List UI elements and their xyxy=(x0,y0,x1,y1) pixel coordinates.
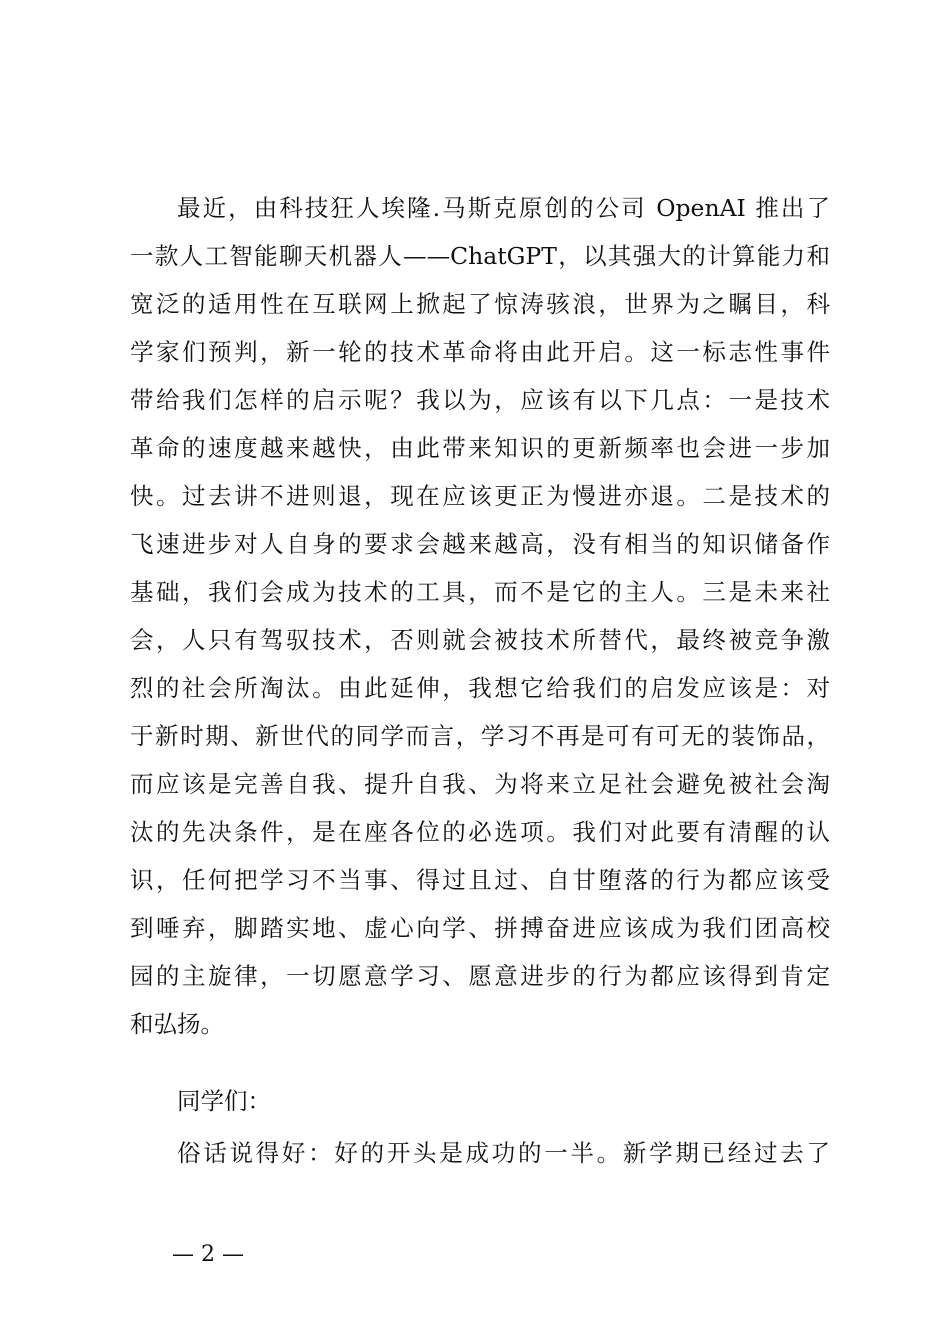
paragraph-line: 俗话说得好：好的开头是成功的一半。新学期已经过去了 xyxy=(177,1139,830,1167)
salutation-line: 同学们： xyxy=(177,1087,271,1115)
page-number: — 2 — xyxy=(172,1242,244,1267)
paragraph-line: 最近，由科技狂人埃隆.马斯克原创的公司 OpenAI 推出了 xyxy=(177,194,830,222)
paragraph-line: 基础，我们会成为技术的工具，而不是它的主人。三是未来社 xyxy=(130,578,830,606)
paragraph-line: 宽泛的适用性在互联网上掀起了惊涛骇浪，世界为之瞩目，科 xyxy=(130,290,830,318)
paragraph-line: 革命的速度越来越快，由此带来知识的更新频率也会进一步加 xyxy=(130,434,830,462)
paragraph-line: 和弘扬。 xyxy=(130,1010,224,1038)
paragraph-line: 汰的先决条件，是在座各位的必选项。我们对此要有清醒的认 xyxy=(130,818,830,846)
paragraph-line: 而应该是完善自我、提升自我、为将来立足社会避免被社会淘 xyxy=(130,770,830,798)
paragraph-line: 带给我们怎样的启示呢？我以为，应该有以下几点：一是技术 xyxy=(130,386,830,414)
paragraph-line: 快。过去讲不进则退，现在应该更正为慢进亦退。二是技术的 xyxy=(130,482,830,510)
paragraph-line: 到唾弃，脚踏实地、虚心向学、拼搏奋进应该成为我们团高校 xyxy=(130,914,830,942)
paragraph-line: 会，人只有驾驭技术，否则就会被技术所替代，最终被竞争激 xyxy=(130,626,830,654)
paragraph-line: 于新时期、新世代的同学而言，学习不再是可有可无的装饰品， xyxy=(130,722,830,750)
paragraph-line: 识，任何把学习不当事、得过且过、自甘堕落的行为都应该受 xyxy=(130,866,830,894)
paragraph-line: 一款人工智能聊天机器人——ChatGPT，以其强大的计算能力和 xyxy=(130,242,830,270)
paragraph-line: 学家们预判，新一轮的技术革命将由此开启。这一标志性事件 xyxy=(130,338,830,366)
paragraph-line: 园的主旋律，一切愿意学习、愿意进步的行为都应该得到肯定 xyxy=(130,962,830,990)
paragraph-line: 飞速进步对人自身的要求会越来越高，没有相当的知识储备作 xyxy=(130,530,830,558)
paragraph-line: 烈的社会所淘汰。由此延伸，我想它给我们的启发应该是：对 xyxy=(130,674,830,702)
